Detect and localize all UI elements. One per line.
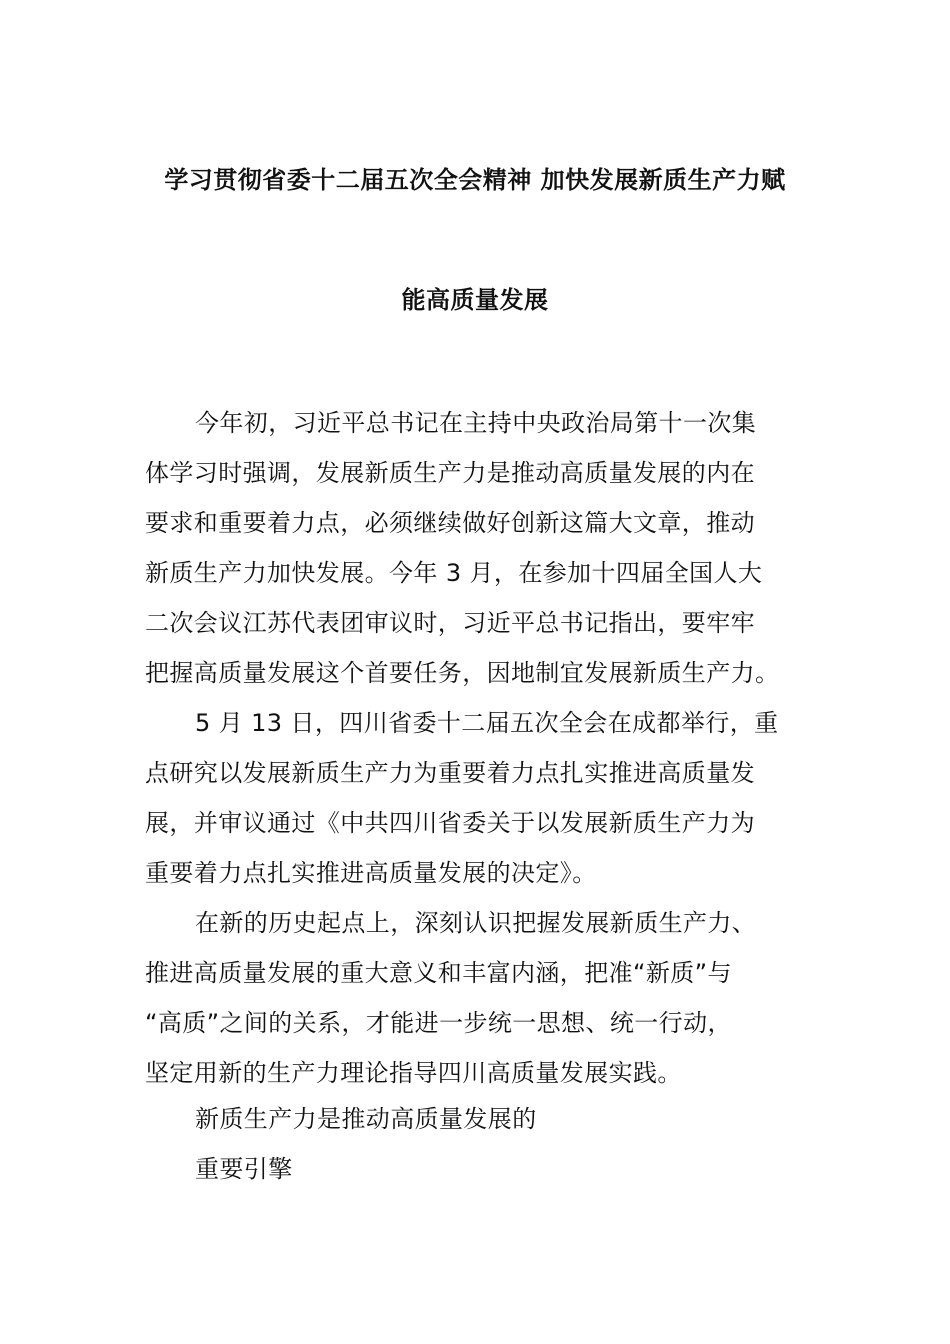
paragraph-3-line-1: 在新的历史起点上，深刻认识把握发展新质生产力、 (195, 909, 757, 937)
paragraph-2 (145, 698, 810, 898)
paragraph-2-line-2: 点研究以发展新质生产力为重要着力点扎实推进高质量发 (145, 759, 755, 787)
paragraph-1-line-6: 把握高质量发展这个首要任务，因地制宜发展新质生产力。 (145, 659, 780, 687)
paragraph-1-line-2: 体学习时强调，发展新质生产力是推动高质量发展的内在 (145, 459, 755, 487)
document-title-line-2: 能高质量发展 (401, 286, 549, 314)
section-heading-line-1: 新质生产力是推动高质量发展的 (195, 1105, 537, 1133)
paragraph-3 (145, 898, 810, 1098)
paragraph-3-line-2: 推进高质量发展的重大意义和丰富内涵，把准“新质”与 (145, 959, 732, 987)
section-heading-line-2: 重要引擎 (195, 1155, 293, 1183)
paragraph-1 (145, 398, 810, 698)
paragraph-3-line-4: 坚定用新的生产力理论指导四川高质量发展实践。 (145, 1059, 682, 1087)
paragraph-2-line-1: 5 月 13 日，四川省委十二届五次全会在成都举行，重 (195, 709, 779, 737)
paragraph-1-line-5: 二次会议江苏代表团审议时，习近平总书记指出，要牢牢 (145, 609, 755, 637)
paragraph-2-line-3: 展，并审议通过《中共四川省委关于以发展新质生产力为 (145, 809, 755, 837)
document-title-line-1: 学习贯彻省委十二届五次全会精神 加快发展新质生产力赋 (164, 166, 786, 194)
section-heading (145, 1094, 810, 1194)
paragraph-1-line-3: 要求和重要着力点，必须继续做好创新这篇大文章，推动 (145, 509, 755, 537)
paragraph-2-line-4: 重要着力点扎实推进高质量发展的决定》。 (145, 859, 597, 887)
paragraph-1-line-4: 新质生产力加快发展。今年 3 月，在参加十四届全国人大 (145, 559, 763, 587)
paragraph-1-line-1: 今年初，习近平总书记在主持中央政治局第十一次集 (195, 409, 757, 437)
paragraph-3-line-3: “高质”之间的关系，才能进一步统一思想、统一行动， (145, 1009, 732, 1037)
